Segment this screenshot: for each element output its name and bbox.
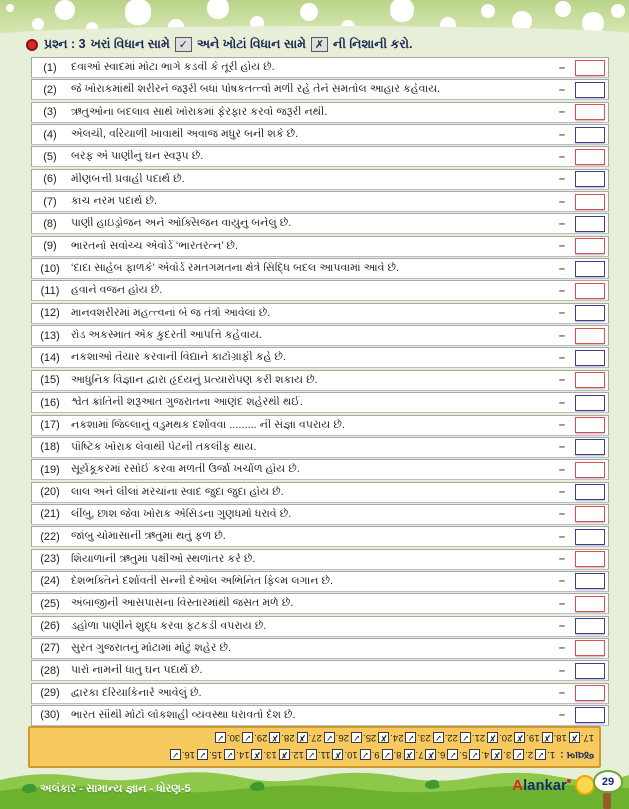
answer-mark xyxy=(535,749,555,760)
statement-number: (18) xyxy=(40,441,60,454)
statement-number: (15) xyxy=(40,374,60,387)
statement-number: (14) xyxy=(40,351,60,364)
check-sample-icon: ✓ xyxy=(175,37,192,52)
answer-mark xyxy=(491,749,511,760)
answer-mark-icon: ✓ xyxy=(198,750,207,760)
statement-text: માનવશરીરમાં મહત્ત્વનાં બે જ તંત્રો આવેલાં છે. xyxy=(71,306,271,319)
answers-line-2 xyxy=(35,729,594,746)
statement-text: એલચી, વરિયાળી ખાવાથી અવાજ મધુર બની શકે છે. xyxy=(71,128,299,141)
statement-number: (1) xyxy=(43,61,57,74)
alankar-logo: Alankar xyxy=(512,778,567,794)
statement-text: ઋતુઓના બદલાવ સાથે ખોરાકમાં ફેરફાર કરવો જરૂરી નથી. xyxy=(71,105,328,118)
answer-number: 10. xyxy=(344,749,358,760)
statement-row xyxy=(31,593,609,614)
statement-row xyxy=(31,213,609,234)
answer-mark-icon: ✓ xyxy=(243,733,252,743)
question-text-1: ખરાં વિધાન સામે xyxy=(90,37,170,51)
answer-dash: – xyxy=(558,441,565,454)
answer-mark xyxy=(514,732,539,743)
answer-number: 28. xyxy=(281,732,295,743)
statement-number: (24) xyxy=(40,575,60,588)
statement-row xyxy=(31,437,609,458)
answer-mark xyxy=(324,732,349,743)
answer-number: 3. xyxy=(503,749,512,760)
answer-dash: – xyxy=(558,642,565,655)
answer-dash: – xyxy=(558,553,565,566)
answer-box[interactable] xyxy=(575,127,605,143)
statement-text: નકશાઓ તૈયાર કરવાની વિદ્યાને કાર્ટોગ્રાફી કહે છે. xyxy=(71,351,286,364)
answer-number: 19. xyxy=(526,732,540,743)
answer-number: 21. xyxy=(471,732,486,743)
answer-mark xyxy=(425,749,445,760)
answer-box[interactable] xyxy=(575,484,605,500)
cross-sample-icon: ✗ xyxy=(311,37,328,52)
statement-number: (27) xyxy=(40,642,60,655)
statement-row xyxy=(31,146,609,167)
answer-mark xyxy=(513,749,533,760)
answer-mark-icon: ✗ xyxy=(516,733,524,743)
statement-number: (3) xyxy=(43,106,57,119)
answer-mark xyxy=(542,732,567,743)
answer-mark-icon: ✗ xyxy=(570,733,579,743)
statement-number: (21) xyxy=(40,508,60,521)
answer-box[interactable] xyxy=(575,551,605,567)
statement-number: (19) xyxy=(40,463,60,476)
answer-dash: – xyxy=(558,463,565,476)
statement-text: સુરત ગુજરાતનું મોટામાં મોટું શહેર છે. xyxy=(71,641,232,654)
answer-number: 9. xyxy=(371,749,380,760)
statement-number: (2) xyxy=(43,83,57,96)
answer-number: 25. xyxy=(363,732,377,743)
answer-mark-icon: ✓ xyxy=(461,733,470,743)
statement-text: દેશભક્તિને દર્શાવતી સન્ની દેઓલ અભિનિત ફિલ્મ લગાન છે. xyxy=(71,574,334,587)
answer-mark-icon: ✗ xyxy=(488,733,497,743)
answer-mark-icon: ✗ xyxy=(427,750,435,760)
answer-dash: – xyxy=(558,217,565,230)
statement-row xyxy=(31,504,609,525)
statement-number: (9) xyxy=(43,240,57,253)
answer-number: 16. xyxy=(181,749,196,760)
answer-mark-icon: ✓ xyxy=(514,750,523,760)
answer-box[interactable] xyxy=(575,60,605,76)
answer-mark-icon: ✗ xyxy=(379,733,388,743)
statement-number: (22) xyxy=(40,530,60,543)
answer-mark-icon: ✓ xyxy=(471,750,479,760)
answer-dash: – xyxy=(558,106,565,119)
answer-dash: – xyxy=(558,396,565,409)
answer-box[interactable] xyxy=(575,529,605,545)
statement-text: દવાઓ સ્વાદમાં મોટા ભાગે કડવી કે તૂરી હોય છે. xyxy=(71,61,275,73)
answer-dash: – xyxy=(558,284,565,297)
answer-box[interactable] xyxy=(575,573,605,589)
answer-mark xyxy=(433,732,458,743)
statement-number: (17) xyxy=(40,419,60,431)
answer-mark-icon: ✗ xyxy=(253,750,261,760)
footer-book-title: અલંકાર - સામાન્ય જ્ઞાન - ધોરણ-5 xyxy=(40,783,191,795)
statements-list xyxy=(31,57,609,726)
answer-dash: – xyxy=(558,61,565,74)
answer-box[interactable] xyxy=(575,238,605,254)
statement-text: કાચ નરમ પદાર્થ છે. xyxy=(71,195,158,208)
answer-mark-icon: ✗ xyxy=(405,750,413,760)
statement-row xyxy=(31,660,609,681)
statement-row xyxy=(31,303,609,324)
answer-mark-icon: ✓ xyxy=(383,750,391,760)
answers-label: જવાબ : xyxy=(560,749,594,761)
answers-line-1 xyxy=(35,746,594,763)
answer-number: 13. xyxy=(263,749,277,760)
statement-row xyxy=(31,459,609,480)
answer-number: 17. xyxy=(580,732,594,743)
answer-box[interactable] xyxy=(575,506,605,522)
answer-dash: – xyxy=(558,173,565,186)
answer-mark xyxy=(405,732,430,743)
answer-dash: – xyxy=(558,620,565,633)
statement-text: લાલ અને લીલાં મરચાંના સ્વાદ જુદા જુદા હોય છે. xyxy=(71,485,284,498)
answer-box[interactable] xyxy=(575,395,605,411)
statement-row xyxy=(31,280,609,301)
answer-mark-icon: ✗ xyxy=(271,733,279,743)
answer-dash: – xyxy=(558,709,565,722)
answer-box[interactable] xyxy=(575,216,605,232)
answer-number: 4. xyxy=(481,749,490,760)
statement-text: પૌષ્ટિક ખોરાક લેવાથી પેટની તકલીફ થાય. xyxy=(71,440,257,453)
statement-row xyxy=(31,370,609,391)
logo-dot-icon xyxy=(567,779,571,783)
answer-number: 20. xyxy=(499,732,513,743)
answer-mark-icon: ✓ xyxy=(216,733,225,743)
answer-number: 30. xyxy=(226,732,241,743)
answer-box[interactable] xyxy=(575,417,605,433)
answer-box[interactable] xyxy=(575,439,605,455)
answer-number: 23. xyxy=(417,732,431,743)
answer-number: 15. xyxy=(209,749,223,760)
answer-mark xyxy=(469,749,489,760)
answer-number: 1. xyxy=(547,749,556,760)
answer-mark xyxy=(569,732,594,743)
answer-dash: – xyxy=(558,419,565,431)
answer-mark-icon: ✗ xyxy=(493,750,501,760)
statement-number: (5) xyxy=(43,150,57,163)
statement-number: (20) xyxy=(40,486,60,499)
answer-mark xyxy=(447,749,467,760)
answer-box[interactable] xyxy=(575,171,605,187)
answer-box[interactable] xyxy=(575,685,605,701)
answer-dash: – xyxy=(558,240,565,253)
answer-dash: – xyxy=(558,307,565,320)
answer-box[interactable] xyxy=(575,663,605,679)
answer-mark xyxy=(306,749,331,760)
answer-dash: – xyxy=(558,575,565,588)
answer-mark xyxy=(487,732,512,743)
statement-row xyxy=(31,482,609,503)
statement-text: રોડ અકસ્માત એક કુદરતી આપત્તિ કહેવાય. xyxy=(71,329,262,342)
answer-number: 7. xyxy=(415,749,424,760)
answer-dash: – xyxy=(558,530,565,543)
answer-number: 6. xyxy=(437,749,446,760)
answer-dash: – xyxy=(558,664,565,677)
answer-box[interactable] xyxy=(575,328,605,344)
answer-mark xyxy=(269,732,294,743)
answer-number: 27. xyxy=(308,732,322,743)
statement-row xyxy=(31,169,609,190)
statement-row xyxy=(31,683,609,704)
statement-row xyxy=(31,236,609,257)
answer-number: 14. xyxy=(236,749,250,760)
answer-box[interactable] xyxy=(575,305,605,321)
answer-mark-icon: ✓ xyxy=(361,750,369,760)
answer-box[interactable] xyxy=(575,372,605,388)
answer-dash: – xyxy=(558,687,565,700)
answer-mark xyxy=(378,732,403,743)
statement-text: બરફ એ પાણીનું ઘન સ્વરૂપ છે. xyxy=(71,150,204,163)
answer-mark-icon: ✓ xyxy=(407,733,415,743)
statement-text: શ્વેત ક્રાંતિની શરૂઆત ગુજરાતના આણંદ શહેરથી થઈ. xyxy=(71,396,303,409)
statement-text: લીંબુ, છાશ જેવા ખોરાક એસિડના ગુણધર્મો ધરાવે છે. xyxy=(71,507,292,520)
answer-mark xyxy=(382,749,402,760)
statement-text: ભારતનો સર્વોચ્ચ એવોર્ડ ‘ભારતરત્ન’ છે. xyxy=(71,239,238,252)
statement-text: પાણી હાઇડ્રોજન અને ઓક્સિજન વાયુનું બનેલું છે. xyxy=(71,217,292,230)
answer-number: 26. xyxy=(335,732,350,743)
question-text-3: ની નિશાની કરો. xyxy=(333,37,413,51)
answer-dash: – xyxy=(558,83,565,96)
answer-dash: – xyxy=(558,150,565,163)
statement-row xyxy=(31,638,609,659)
statement-number: (16) xyxy=(40,396,60,409)
answer-mark xyxy=(360,749,380,760)
answer-mark xyxy=(279,749,304,760)
statement-number: (11) xyxy=(40,284,60,297)
answer-box[interactable] xyxy=(575,283,605,299)
statement-row xyxy=(31,102,609,123)
statement-text: હવાને વજન હોય છે. xyxy=(71,284,163,297)
statement-number: (25) xyxy=(40,597,60,610)
answer-mark-icon: ✓ xyxy=(226,750,234,760)
question-text-2: અને ખોટાં વિધાન સામે xyxy=(196,37,306,51)
answer-box[interactable] xyxy=(575,104,605,120)
answer-mark-icon: ✓ xyxy=(325,733,334,743)
answer-mark xyxy=(460,732,485,743)
statement-row xyxy=(31,415,609,436)
sun-icon xyxy=(575,775,595,795)
answer-box[interactable] xyxy=(575,82,605,98)
statement-row xyxy=(31,258,609,279)
answer-dash: – xyxy=(558,508,565,521)
answer-box[interactable] xyxy=(575,640,605,656)
bubble-decoration xyxy=(6,4,14,12)
answer-number: 8. xyxy=(393,749,402,760)
statement-number: (4) xyxy=(43,128,57,141)
answer-dash: – xyxy=(558,128,565,141)
answer-mark-icon: ✗ xyxy=(298,733,306,743)
statement-row xyxy=(31,526,609,547)
answer-box[interactable] xyxy=(575,707,605,723)
answer-dash: – xyxy=(558,374,565,387)
question-number: પ્રશ્ન : 3 xyxy=(44,37,86,51)
question-title xyxy=(44,37,412,52)
answer-mark xyxy=(170,749,195,760)
statement-row xyxy=(31,571,609,592)
answers-strip xyxy=(28,726,601,768)
statement-text: ‘દાદા સાહેબ ફાળકે’ એવોર્ડ રમતગમતના ક્ષેત્રે સિદ્ધિ બદલ આપવામાં આવે છે. xyxy=(71,262,400,275)
answer-dash: – xyxy=(558,262,565,275)
answer-mark xyxy=(224,749,249,760)
red-bullet-icon xyxy=(26,39,38,51)
statement-text: જે ખોરાકમાંથી શરીરને જરૂરી બધાં પોષકતત્ત્વો મળી રહે તેને સમતોલ આહાર કહેવાય. xyxy=(71,83,441,96)
statement-number: (6) xyxy=(43,173,57,186)
answer-dash: – xyxy=(558,351,565,364)
footer xyxy=(0,764,629,809)
answer-number: 29. xyxy=(254,732,268,743)
answer-dash: – xyxy=(558,329,565,342)
statement-number: (26) xyxy=(40,620,60,633)
statement-row xyxy=(31,616,609,637)
statement-row xyxy=(31,191,609,212)
answer-mark-icon: ✓ xyxy=(536,750,545,760)
answer-mark-icon: ✓ xyxy=(171,750,180,760)
answer-number: 24. xyxy=(390,732,404,743)
statement-text: જાંબુ ચોમાસાની ઋતુમાં થતું ફળ છે. xyxy=(71,530,226,543)
statement-text: અંબાજીની આસપાસના વિસ્તારમાંથી જસત મળે છે. xyxy=(71,597,294,610)
statement-number: (30) xyxy=(40,709,60,722)
statement-number: (8) xyxy=(43,217,57,230)
statement-text: નકશામાં જિલ્લાનું વડુમથક દર્શાવવા ......... ની સંજ્ઞા વપરાય છે. xyxy=(71,418,345,431)
answer-number: 11. xyxy=(317,749,331,760)
answer-dash: – xyxy=(558,486,565,499)
answer-box[interactable] xyxy=(575,149,605,165)
statement-number: (13) xyxy=(40,329,60,342)
statement-row xyxy=(31,549,609,570)
answer-box[interactable] xyxy=(575,462,605,478)
answer-mark-icon: ✗ xyxy=(280,750,288,760)
answer-box[interactable] xyxy=(575,194,605,210)
statement-text: શિયાળાની ઋતુમાં પક્ષીઓ સ્થળાંતર કરે છે. xyxy=(71,552,256,565)
statement-row xyxy=(31,392,609,413)
statement-row xyxy=(31,57,609,78)
answer-number: 22. xyxy=(444,732,458,743)
answer-box[interactable] xyxy=(575,261,605,277)
answer-mark xyxy=(215,732,240,743)
statement-row xyxy=(31,705,609,726)
statement-number: (28) xyxy=(40,664,60,677)
statement-row xyxy=(31,347,609,368)
statement-row xyxy=(31,124,609,145)
answer-number: 2. xyxy=(525,749,534,760)
answer-mark xyxy=(332,749,357,760)
answer-mark xyxy=(297,732,322,743)
statement-number: (23) xyxy=(40,553,60,566)
answer-mark xyxy=(197,749,222,760)
answer-mark xyxy=(404,749,424,760)
answer-mark-icon: ✗ xyxy=(334,750,342,760)
answer-number: 12. xyxy=(290,749,304,760)
question-header xyxy=(26,37,613,52)
statement-number: (12) xyxy=(40,307,60,320)
answer-dash: – xyxy=(558,195,565,208)
statement-row xyxy=(31,325,609,346)
statement-text: ડહોળા પાણીને શુદ્ધ કરવા ફટકડી વપરાય છે. xyxy=(71,619,267,632)
statement-number: (10) xyxy=(40,262,60,275)
statement-text: ભારત સૌથી મોટો લોકશાહી વ્યવસ્થા ધરાવતો દેશ છે. xyxy=(71,708,296,721)
answer-box[interactable] xyxy=(575,618,605,634)
answer-dash: – xyxy=(558,597,565,610)
statement-text: સૂર્યકૂકરમાં રસોઈ કરવા મળતી ઉર્જા ખર્ચાળ હોય છે. xyxy=(71,463,300,476)
answer-mark xyxy=(251,749,276,760)
answer-mark xyxy=(351,732,376,743)
answer-box[interactable] xyxy=(575,596,605,612)
statement-text: દ્વારકા દરિયાકિનારે આવેલું છે. xyxy=(71,686,202,699)
statement-text: આધુનિક વિજ્ઞાન દ્વારા હૃદયનું પ્રત્યારોપણ કરી શકાય છે. xyxy=(71,373,318,386)
answer-mark-icon: ✗ xyxy=(543,733,551,743)
answer-mark-icon: ✓ xyxy=(449,750,457,760)
answer-mark-icon: ✓ xyxy=(307,750,316,760)
page-number-badge: 29 xyxy=(593,770,623,793)
answer-mark-icon: ✓ xyxy=(434,733,442,743)
tree-trunk-icon xyxy=(603,793,611,809)
statement-text: પારો નામની ધાતુ ઘન પદાર્થ છે. xyxy=(71,664,203,677)
answer-mark-icon: ✓ xyxy=(352,733,361,743)
statement-row xyxy=(31,79,609,100)
statement-number: (7) xyxy=(43,195,57,208)
answer-mark xyxy=(242,732,267,743)
statement-text: મીણબત્તી પ્રવાહી પદાર્થ છે. xyxy=(71,172,185,185)
answer-box[interactable] xyxy=(575,350,605,366)
statement-number: (29) xyxy=(40,687,60,700)
answer-number: 18. xyxy=(553,732,567,743)
answer-number: 5. xyxy=(459,749,468,760)
